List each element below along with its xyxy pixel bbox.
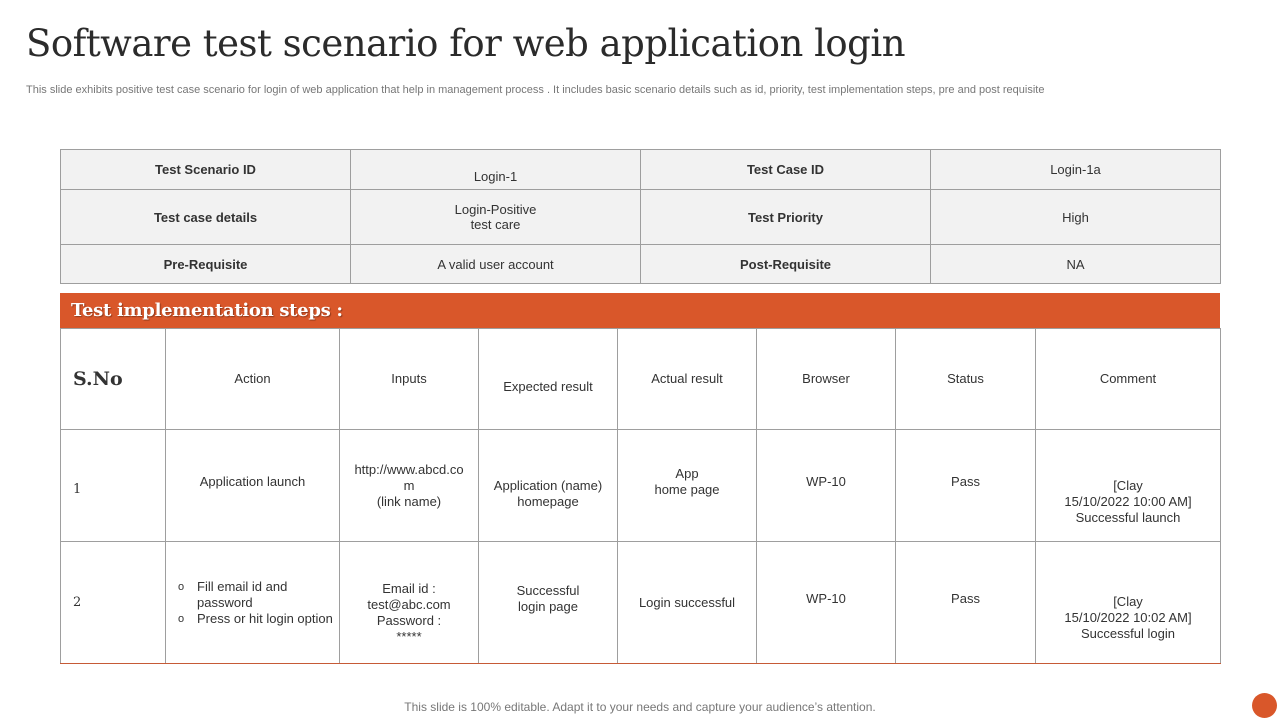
- column-header-inputs: Inputs: [340, 329, 479, 430]
- row-browser: WP-10: [757, 542, 896, 664]
- scenario-info-table: [60, 149, 1221, 284]
- steps-header-row: [61, 329, 1221, 430]
- column-header-expected: Expected result: [479, 329, 618, 430]
- priority-label: Test Priority: [641, 190, 931, 245]
- bullet-icon: o: [178, 612, 185, 625]
- steps-heading: Test implementation steps :: [60, 293, 1220, 328]
- table-row: [61, 542, 1221, 664]
- bullet-item: o Fill email id and password: [178, 578, 288, 610]
- pre-requisite-label: Pre-Requisite: [61, 245, 351, 284]
- row-expected: Application (name) homepage: [479, 430, 618, 542]
- row-inputs: http://www.abcd.co m (link name): [340, 430, 479, 542]
- case-details-value: Login-Positive test care: [351, 190, 641, 245]
- row-browser: WP-10: [757, 430, 896, 542]
- post-requisite-value: NA: [931, 245, 1221, 284]
- page-subtitle: This slide exhibits positive test case scenario for login of web application that help in management process . It includes basic scenario details such as id, priority, test implementation steps, pre and post requisite: [26, 84, 1045, 96]
- pre-requisite-value: A valid user account: [351, 245, 641, 284]
- row-action: [166, 542, 340, 664]
- row-sno: 2: [61, 542, 166, 664]
- row-status: Pass: [896, 542, 1036, 664]
- row-action: Application launch: [166, 430, 340, 542]
- priority-value: High: [931, 190, 1221, 245]
- row-status: Pass: [896, 430, 1036, 542]
- corner-circle-decoration: [1252, 693, 1277, 718]
- column-header-browser: Browser: [757, 329, 896, 430]
- row-sno: 1: [61, 430, 166, 542]
- case-id-label: Test Case ID: [641, 150, 931, 190]
- column-header-sno: S.No: [61, 329, 166, 430]
- bullet-icon: o: [178, 580, 185, 593]
- column-header-action: Action: [166, 329, 340, 430]
- row-inputs: Email id : test@abc.com Password : *****: [340, 542, 479, 664]
- column-header-comment: Comment: [1036, 329, 1221, 430]
- case-id-value: Login-1a: [931, 150, 1221, 190]
- post-requisite-label: Post-Requisite: [641, 245, 931, 284]
- row-expected: Successful login page: [479, 542, 618, 664]
- scenario-id-value: Login-1: [351, 150, 641, 190]
- case-details-label: Test case details: [61, 190, 351, 245]
- page-title: Software test scenario for web application login: [26, 22, 906, 65]
- scenario-id-label: Test Scenario ID: [61, 150, 351, 190]
- info-row: [61, 150, 1221, 190]
- table-row: [61, 430, 1221, 542]
- row-actual: Login successful: [618, 542, 757, 664]
- row-comment: [Clay 15/10/2022 10:00 AM] Successful launch: [1036, 430, 1221, 542]
- steps-table: [60, 328, 1221, 664]
- bullet-item: o Press or hit login option: [178, 610, 333, 626]
- row-actual: App home page: [618, 430, 757, 542]
- info-row: [61, 245, 1221, 284]
- column-header-status: Status: [896, 329, 1036, 430]
- info-row: [61, 190, 1221, 245]
- footer-note: This slide is 100% editable. Adapt it to your needs and capture your audience’s attention.: [404, 700, 876, 714]
- column-header-actual: Actual result: [618, 329, 757, 430]
- row-comment: [Clay 15/10/2022 10:02 AM] Successful login: [1036, 542, 1221, 664]
